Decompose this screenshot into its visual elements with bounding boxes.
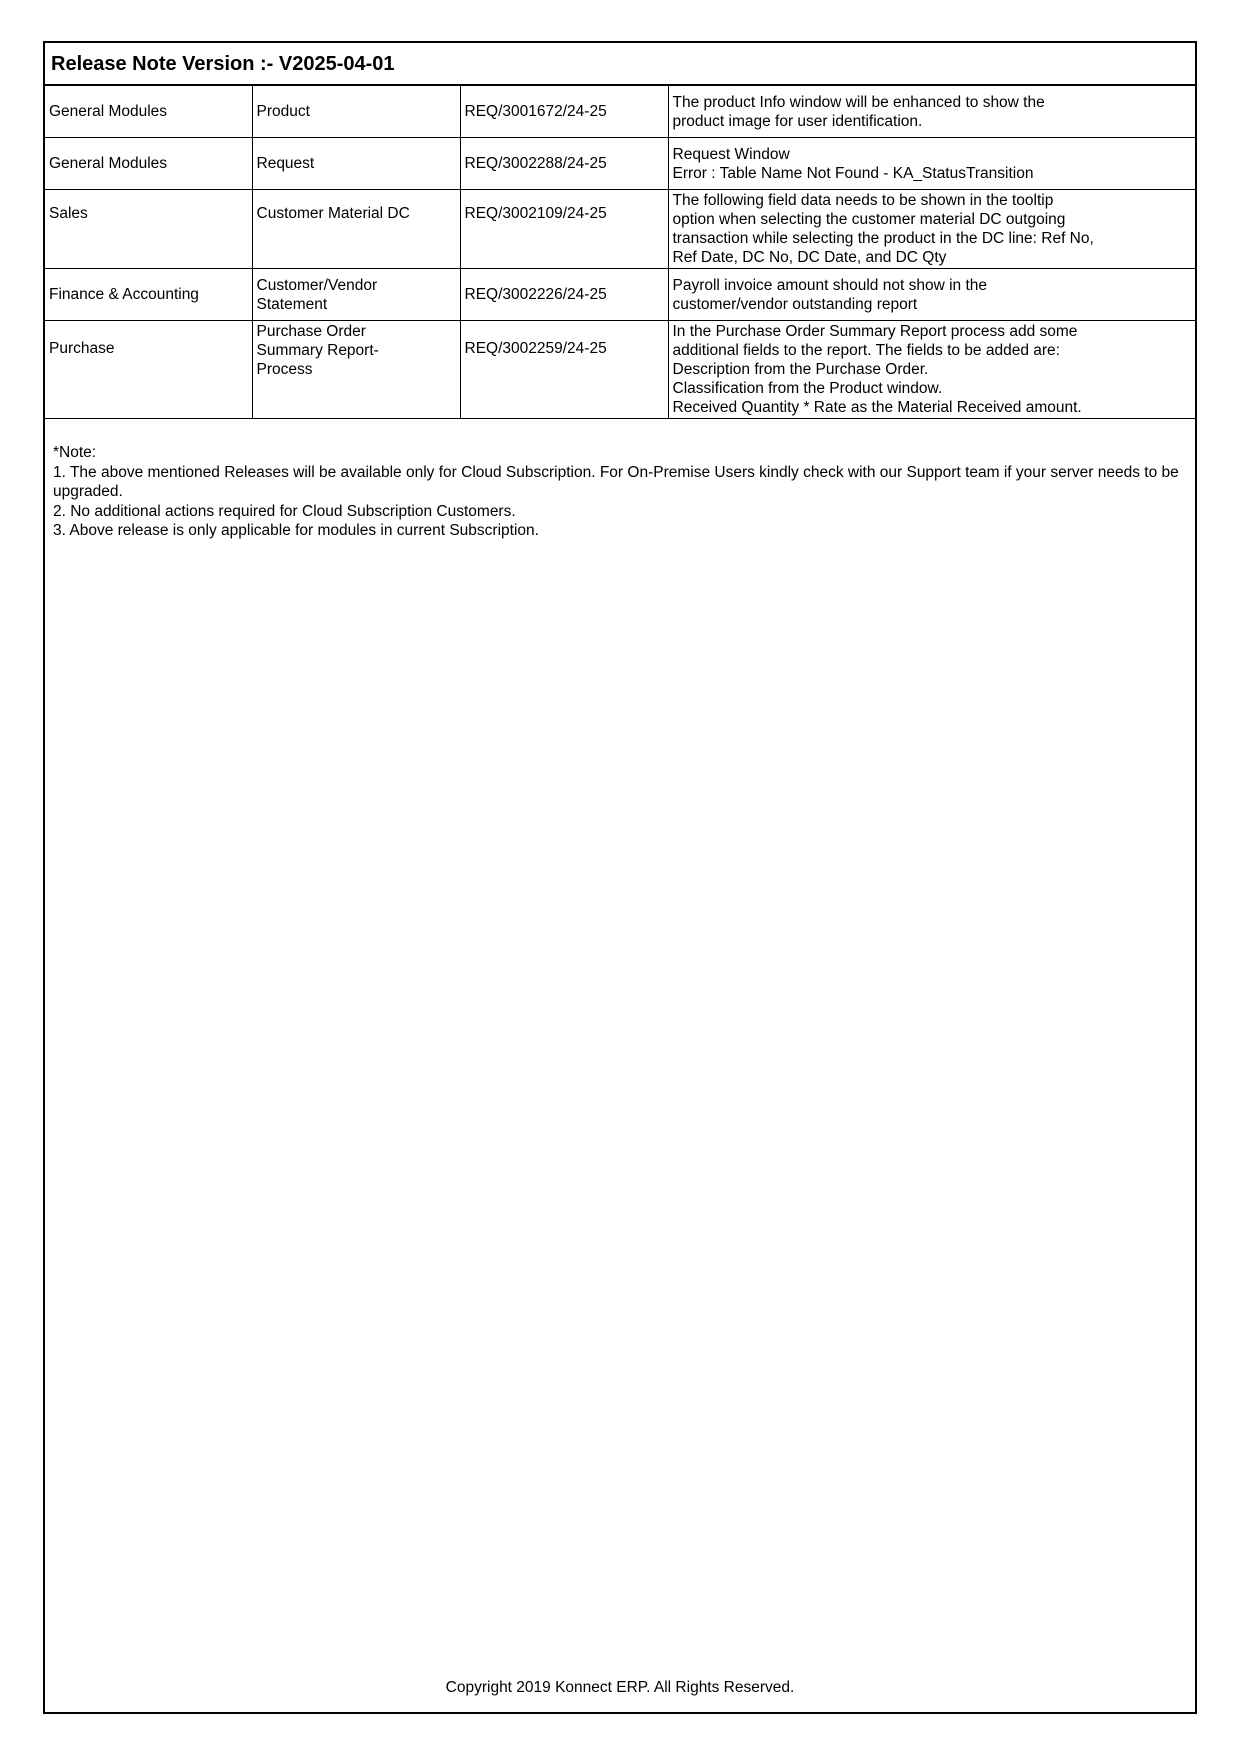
notes-heading: *Note: [53, 444, 97, 461]
table-row [45, 138, 1195, 190]
window-cell: Customer Material DC [252, 190, 460, 269]
release-note-title: Release Note Version :- V2025-04-01 [45, 43, 1195, 85]
table-row [45, 321, 1195, 419]
window-cell: Purchase Order Summary Report- Process [252, 321, 460, 419]
table-row [45, 190, 1195, 269]
window-cell: Product [252, 86, 460, 138]
description-cell: Payroll invoice amount should not show in the customer/vendor outstanding report [668, 269, 1195, 321]
release-table [45, 85, 1195, 419]
note-item: 1. The above mentioned Releases will be available only for Cloud Subscription. For On-Premise Users kindly check with our Support team if your server needs to be upgraded. [53, 463, 1179, 500]
table-row [45, 86, 1195, 138]
notes-section [53, 443, 1187, 541]
description-cell: Request Window Error : Table Name Not Found - KA_StatusTransition [668, 138, 1195, 190]
module-cell: Sales [45, 190, 252, 269]
description-cell: The product Info window will be enhanced to show the product image for user identification. [668, 86, 1195, 138]
module-cell: General Modules [45, 86, 252, 138]
request-number-cell: REQ/3002259/24-25 [460, 321, 668, 419]
request-number-cell: REQ/3002109/24-25 [460, 190, 668, 269]
request-number-cell: REQ/3002288/24-25 [460, 138, 668, 190]
copyright-footer: Copyright 2019 Konnect ERP. All Rights Reserved. [445, 1679, 795, 1696]
request-number-cell: REQ/3002226/24-25 [460, 269, 668, 321]
description-cell: In the Purchase Order Summary Report process add some additional fields to the report. The fields to be added are: Description from the Purchase Order. Classification from the Product window. Received Quantity * Rate as the Material Received amount. [668, 321, 1195, 419]
description-cell: The following field data needs to be shown in the tooltip option when selecting the customer material DC outgoing transaction while selecting the product in the DC line: Ref No, Ref Date, DC No, DC Date, and DC Qty [668, 190, 1195, 269]
module-cell: Purchase [45, 321, 252, 419]
request-number-cell: REQ/3001672/24-25 [460, 86, 668, 138]
window-cell: Customer/Vendor Statement [252, 269, 460, 321]
module-cell: General Modules [45, 138, 252, 190]
window-cell: Request [252, 138, 460, 190]
table-row [45, 269, 1195, 321]
module-cell: Finance & Accounting [45, 269, 252, 321]
note-item: 3. Above release is only applicable for modules in current Subscription. [53, 522, 539, 539]
release-note-page [43, 41, 1197, 1714]
note-item: 2. No additional actions required for Cloud Subscription Customers. [53, 502, 516, 520]
